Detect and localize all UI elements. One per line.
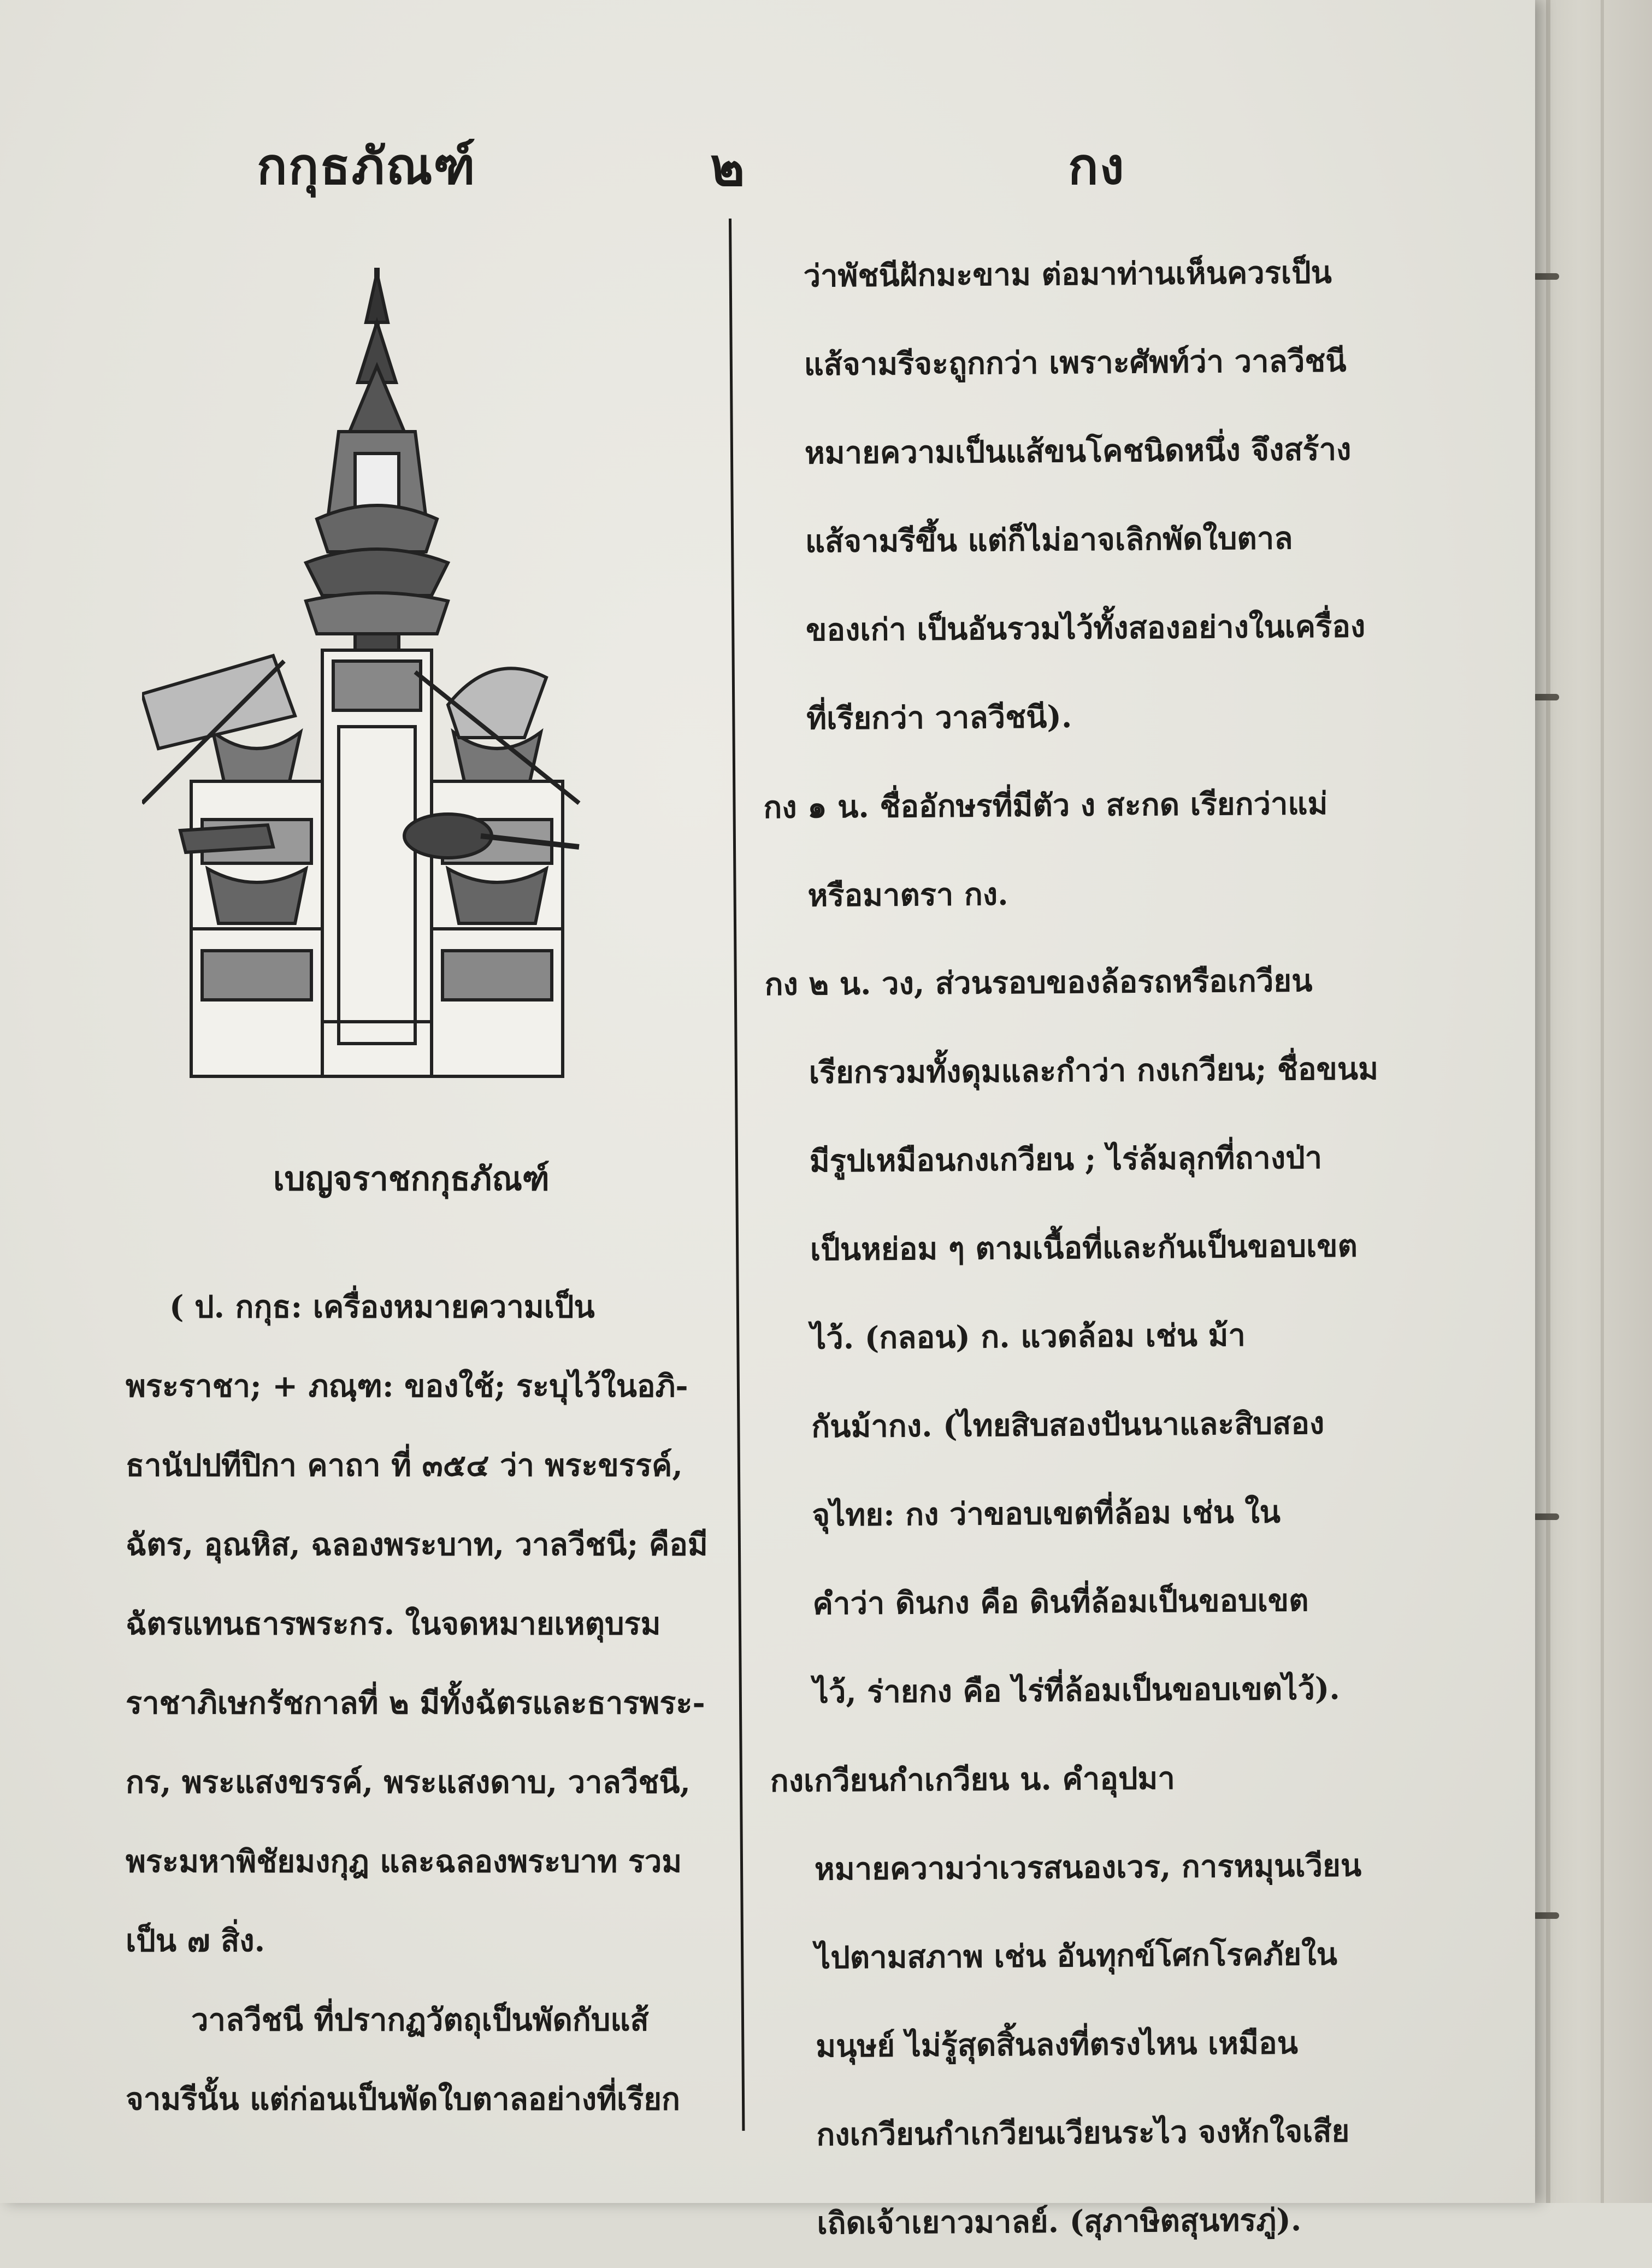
left-text-column bbox=[126, 1268, 721, 2139]
text-line: หรือมาตรา กง. bbox=[807, 876, 1008, 914]
text-line: ว่าพัชนีฝักมะขาม ต่อมาท่านเห็นควรเป็น bbox=[803, 254, 1332, 294]
text-line: วาลวีชนี ที่ปรากฏวัตถุเป็นพัดกับแส้ bbox=[191, 2002, 649, 2038]
text-line: กงเกวียนกำเกวียนเวียนระไว จงหักใจเสีย bbox=[816, 2113, 1350, 2153]
text-line: เรียกรวมทั้งดุมและกำว่า กงเกวียน; ชื่อขนม bbox=[809, 1051, 1379, 1091]
text-line: เป็นหย่อม ๆ ตามเนื้อที่และกันเป็นขอบเขต bbox=[810, 1228, 1358, 1268]
text-line: พระราชา; + ภณฺฑ: ของใช้; ระบุไว้ในอภิ- bbox=[126, 1368, 688, 1404]
page-edge-line bbox=[1601, 0, 1604, 2203]
text-line: ฉัตรแทนธารพระกร. ในจดหมายเหตุบรม bbox=[126, 1606, 661, 1642]
text-line: กร, พระแสงขรรค์, พระแสงดาบ, วาลวีชนี, bbox=[126, 1764, 691, 1800]
text-line: มนุษย์ ไม่รู้สุดสิ้นลงที่ตรงไหน เหมือน bbox=[815, 2025, 1299, 2065]
illustration-caption: เบญจราชกกุธภัณฑ์ bbox=[273, 1160, 550, 1198]
text-line: กันม้ากง. (ไทยสิบสองปันนาและสิบสอง bbox=[811, 1405, 1325, 1445]
text-line: ( ป. กกุธ: เครื่องหมายความเป็น bbox=[169, 1289, 595, 1325]
text-line: หมายความเป็นแส้ขนโคชนิดหนึ่ง จึงสร้าง bbox=[804, 431, 1352, 472]
text-line: แส้จามรีจะถูกกว่า เพราะศัพท์ว่า วาลวีชนี bbox=[804, 343, 1347, 383]
text-line: คำว่า ดินกง คือ ดินที่ล้อมเป็นขอบเขต bbox=[812, 1582, 1309, 1622]
column-divider bbox=[729, 219, 745, 2131]
header-left-word: กกุธภัณฑ์ bbox=[257, 137, 476, 196]
right-text-column bbox=[759, 227, 1446, 2267]
text-line: แส้จามรีขึ้น แต่ก็ไม่อาจเลิกพัดใบตาล bbox=[805, 520, 1293, 560]
text-line: เถิดเจ้าเยาวมาลย์. (สุภาษิตสุนทรภู่). bbox=[817, 2202, 1302, 2242]
page-number: ๒ bbox=[710, 136, 746, 198]
text-line: จามรีนั้น แต่ก่อนเป็นพัดใบตาลอย่างที่เรียก bbox=[126, 2081, 680, 2117]
text-line: ไว้. (กลอน) ก. แวดล้อม เช่น ม้า bbox=[810, 1317, 1246, 1357]
entry-line: กง ๒ น. วง, ส่วนรอบของล้อรถหรือเกวียน bbox=[764, 962, 1313, 1003]
text-line: หมายความว่าเวรสนองเวร, การหมุนเวียน bbox=[814, 1847, 1362, 1888]
header-right-word: กง bbox=[1068, 137, 1125, 196]
entry-line: กง ๑ น. ชื่ออักษรที่มีตัว ง สะกด เรียกว่าแม่ bbox=[763, 785, 1328, 826]
text-line: มีรูปเหมือนกงเกวียน ; ไร่ล้มลุกที่ถางป่า bbox=[809, 1139, 1323, 1180]
binding-stitch bbox=[1533, 273, 1559, 280]
entry-line: กงเกวียนกำเกวียน น. คำอุปมา bbox=[770, 1760, 1176, 1799]
text-line: ไว้, ร่ายกง คือ ไร่ที่ล้อมเป็นขอบเขตไว้). bbox=[813, 1670, 1340, 1711]
text-line: พระมหาพิชัยมงกุฎ และฉลองพระบาท รวม bbox=[126, 1843, 682, 1880]
text-line: ของเก่า เป็นอันรวมไว้ทั้งสองอย่างในเครื่อง bbox=[805, 608, 1366, 649]
binding-stitch bbox=[1533, 1513, 1559, 1520]
text-line: ที่เรียกว่า วาลวีชนี). bbox=[806, 699, 1072, 737]
binding-stitch bbox=[1533, 694, 1559, 700]
page-edge-line bbox=[1546, 0, 1550, 2203]
text-line: จุไทย: กง ว่าขอบเขตที่ล้อม เช่น ใน bbox=[812, 1494, 1281, 1534]
text-line: ฉัตร, อุณหิส, ฉลองพระบาท, วาลวีชนี; คือมี bbox=[126, 1527, 708, 1563]
text-line: เป็น ๗ สิ่ง. bbox=[126, 1923, 266, 1959]
binding-stitch bbox=[1533, 1912, 1559, 1919]
regalia-illustration bbox=[142, 257, 656, 1098]
text-line: ไปตามสภาพ เช่น อันทุกข์โศกโรคภัยใน bbox=[815, 1936, 1338, 1976]
text-line: ธานัปปทีปิกา คาถา ที่ ๓๕๔ ว่า พระขรรค์, bbox=[126, 1447, 683, 1483]
text-line: ราชาภิเษกรัชกาลที่ ๒ มีทั้งฉัตรและธารพระ- bbox=[126, 1685, 705, 1721]
